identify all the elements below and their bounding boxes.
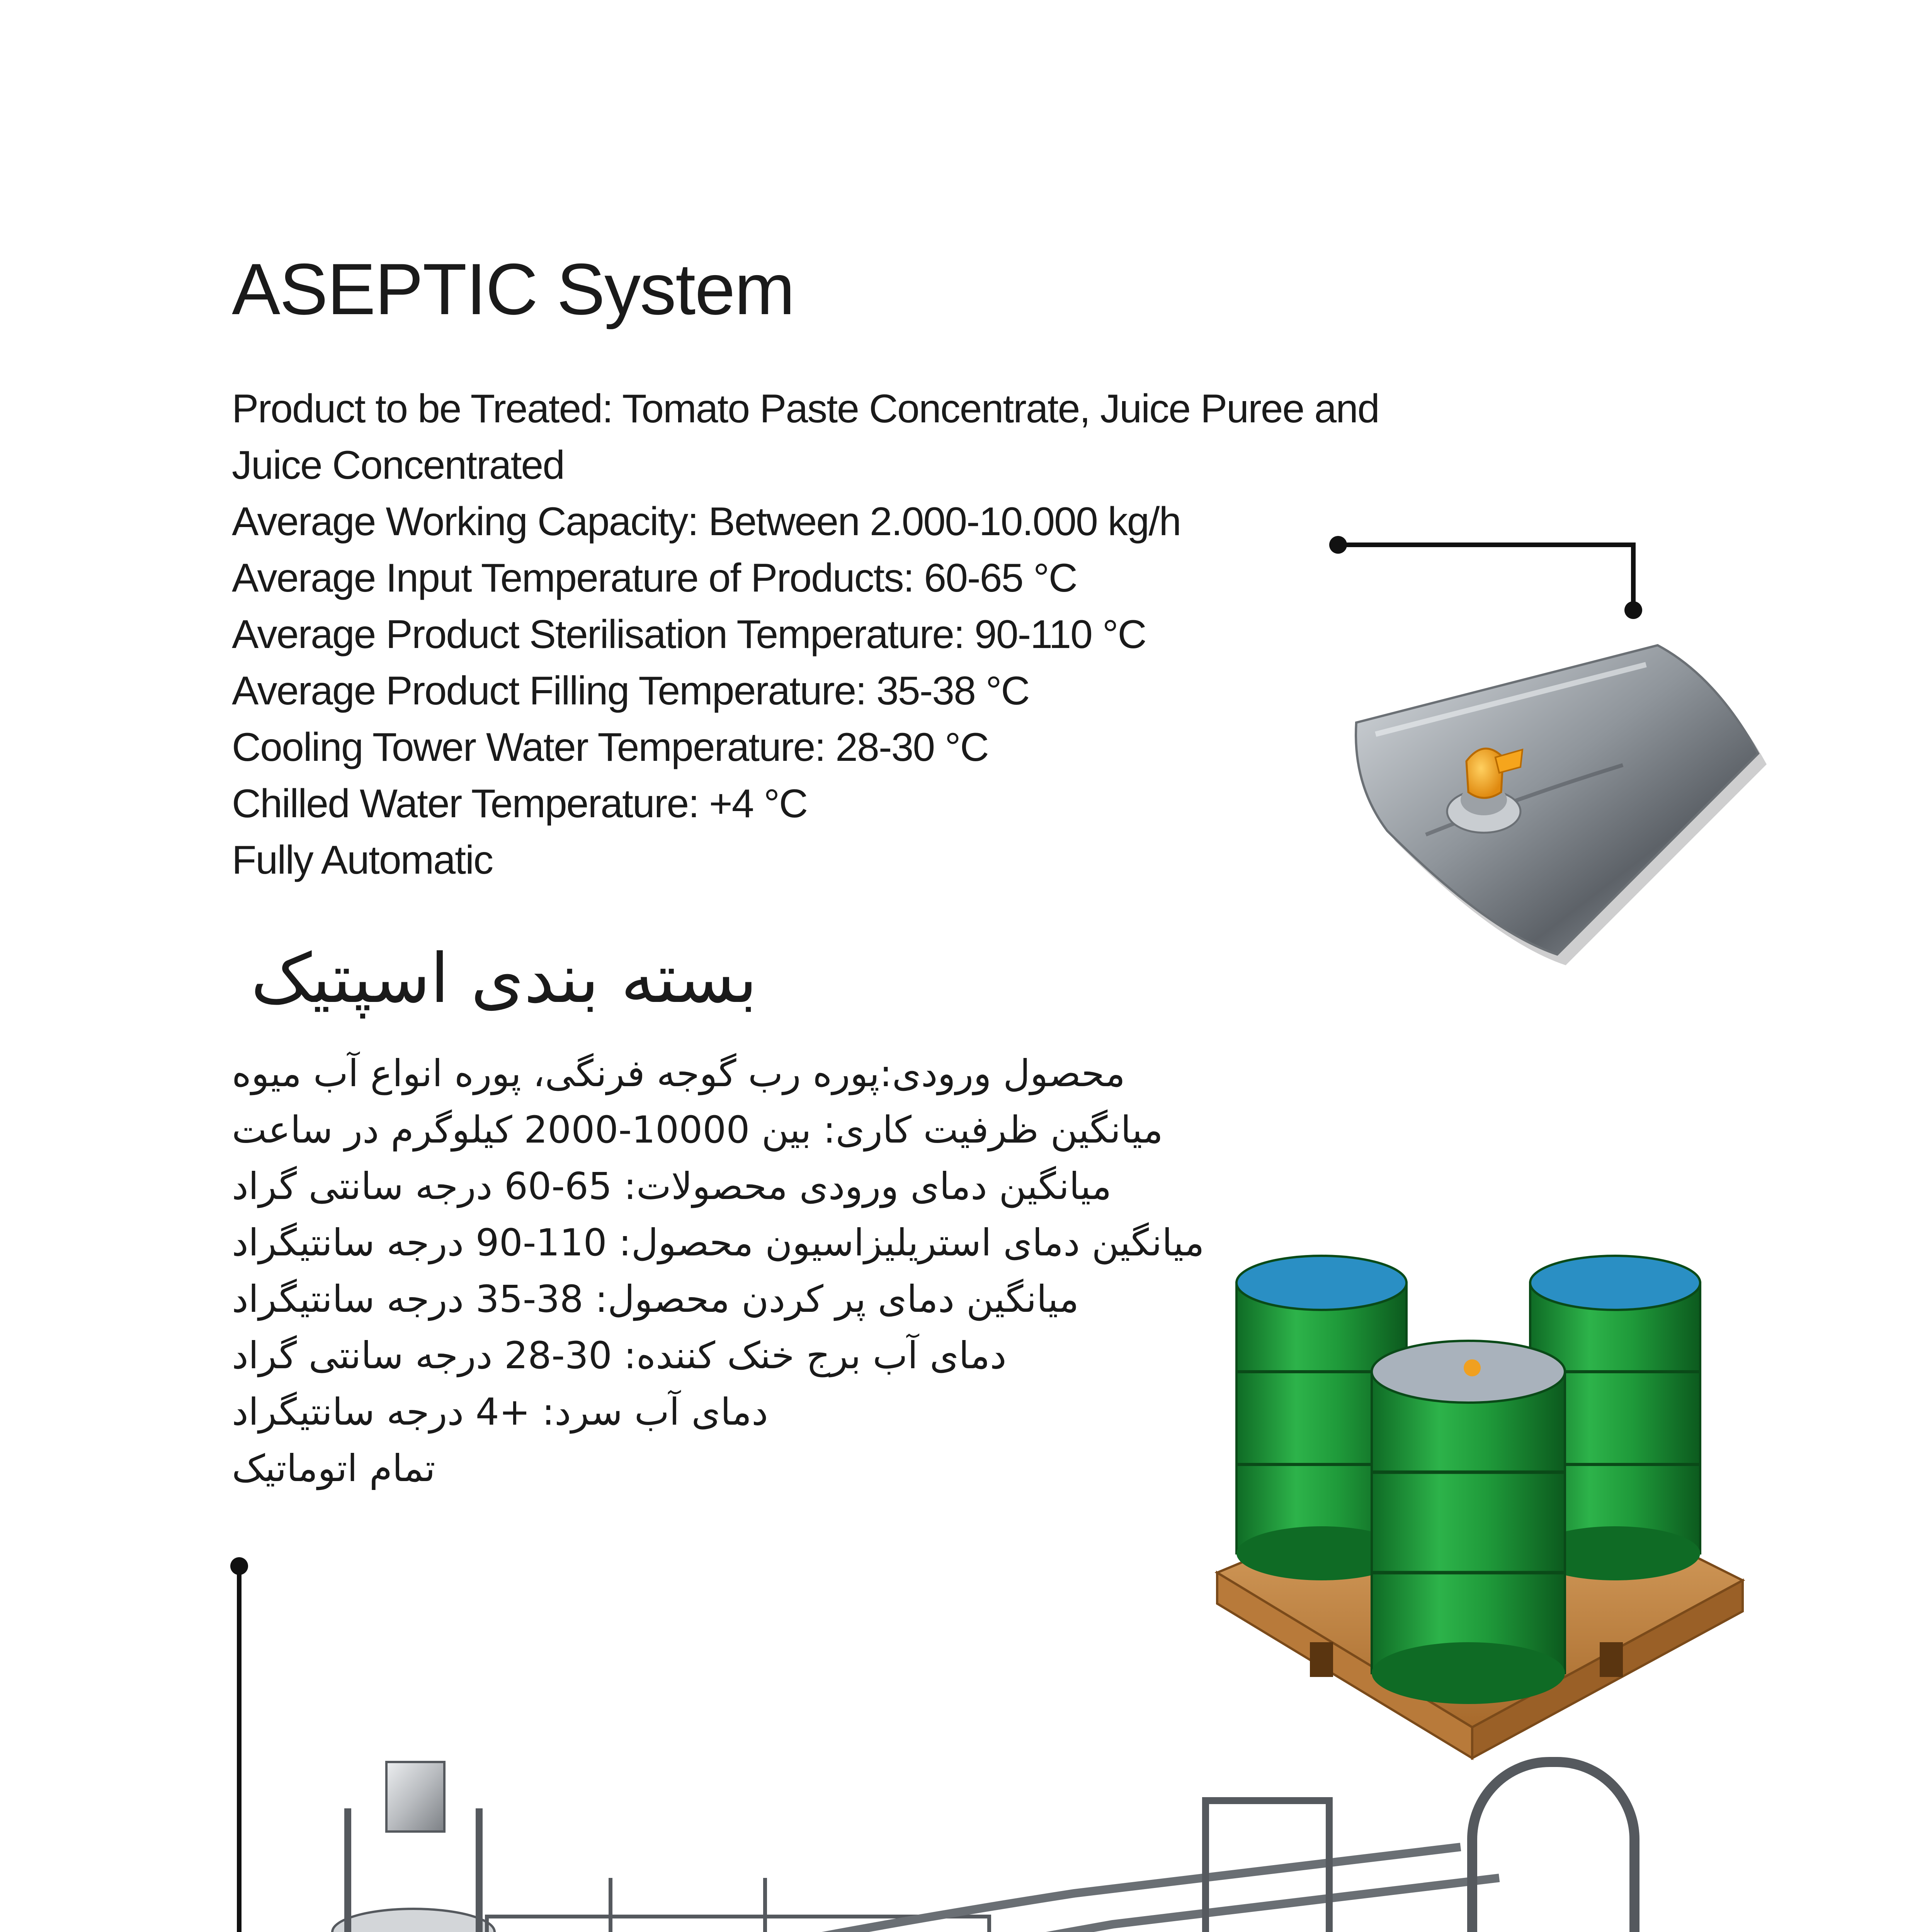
spec-line: Juice Concentrated [232, 443, 565, 488]
specifications-persian [232, 1045, 1244, 1497]
pipe-rack [487, 1847, 1499, 1932]
industrial-machine-icon [185, 1731, 1816, 1932]
spec-line: Product to be Treated: Tomato Paste Concentrate, Juice Puree and [232, 386, 1379, 431]
drum-front [1372, 1341, 1565, 1704]
aseptic-filling-machine-image [185, 1731, 1816, 1932]
spec-line-fa: محصول ورودی:پوره رب گوجه فرنگی، پوره انواع آب میوه [232, 1052, 1126, 1095]
spec-line: Average Working Capacity: Between 2.000-10.000 kg/h [232, 499, 1181, 544]
connector-dot-bag-end [1624, 601, 1642, 619]
spec-line-fa: میانگین دمای پر کردن محصول: 38-35 درجه سانتیگراد [232, 1277, 1079, 1321]
spec-line-fa: تمام اتوماتیک [232, 1447, 435, 1490]
specifications-english [232, 381, 1379, 888]
spec-line-fa: میانگین ظرفیت کاری: بین 10000-2000 کیلوگرم در ساعت [232, 1108, 1163, 1151]
spec-line-fa: دمای آب برج خنک کننده: 30-28 درجه سانتی گراد [232, 1334, 1007, 1377]
drum-icon [1179, 1240, 1781, 1781]
spec-line: Chilled Water Temperature: +4 °C [232, 781, 808, 826]
spec-line: Average Product Filling Temperature: 35-38 °C [232, 668, 1029, 713]
bag-in-box-icon [1329, 634, 1774, 981]
spec-line-fa: میانگین دمای استریلیزاسیون محصول: 110-90 درجه سانتیگراد [232, 1221, 1204, 1264]
title-english: ASEPTIC System [232, 248, 794, 330]
spec-line: Fully Automatic [232, 838, 493, 883]
spec-line-fa: میانگین دمای ورودی محصولات: 65-60 درجه سانتی گراد [232, 1165, 1112, 1208]
spec-line: Cooling Tower Water Temperature: 28-30 °C [232, 725, 988, 770]
holding-tank [332, 1762, 495, 1932]
connector-line-bag-vertical [1631, 543, 1636, 608]
connector-line-bag-horizontal [1338, 543, 1636, 547]
spec-line: Average Input Temperature of Products: 60-65 °C [232, 556, 1077, 600]
drums-on-pallet-image [1179, 1240, 1781, 1781]
spec-line: Average Product Sterilisation Temperature: 90-110 °C [232, 612, 1146, 657]
aseptic-bag-image [1329, 634, 1774, 981]
title-persian: بسته بندی اسپتیک [251, 939, 757, 1018]
spec-line-fa: دمای آب سرد: +4 درجه سانتیگراد [232, 1390, 768, 1434]
